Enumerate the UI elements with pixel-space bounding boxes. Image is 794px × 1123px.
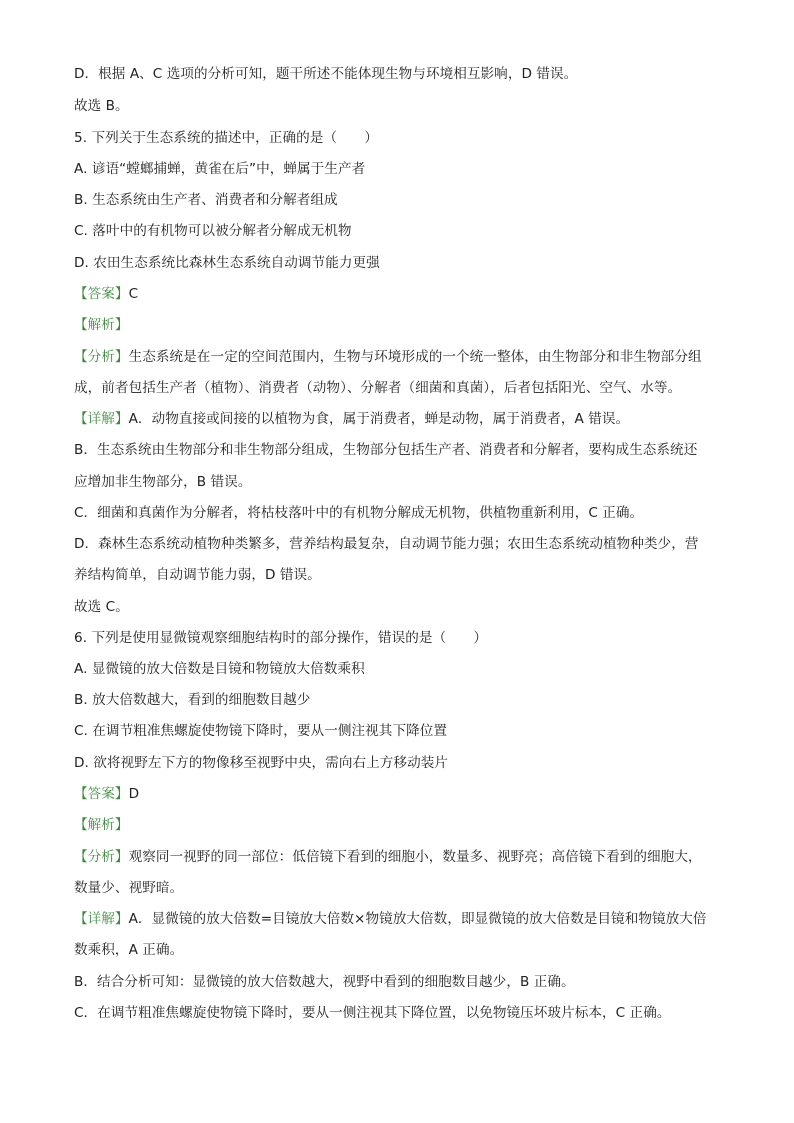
q6-option-c: C. 在调节粗准焦螺旋使物镜下降时，要从一侧注视其下降位置 <box>74 723 448 739</box>
analysis-tag: 【解析】 <box>74 817 129 833</box>
detail-tag: 【详解】 <box>74 911 129 927</box>
q5-detail-b-line-1: B．生态系统由生物部分和非生物部分组成，生物部分包括生产者、消费者和分解者，要构成生态系统还 <box>74 442 698 458</box>
q6-analysis-heading <box>74 815 724 835</box>
q5-option-a: A. 谚语“螳螂捕蝉，黄雀在后”中，蝉属于生产者 <box>74 161 366 177</box>
q5-option-b: B. 生态系统由生产者、消费者和分解者组成 <box>74 192 338 208</box>
q4-option-d-explanation: D．根据 A、C 选项的分析可知，题干所述不能体现生物与环境相互影响，D 错误。 <box>74 66 578 82</box>
analysis-tag: 【解析】 <box>74 317 129 333</box>
q6-fenxi-line-1: 【分析】观察同一视野的同一部位：低倍镜下看到的细胞小，数量多、视野亮；高倍镜下看到的细胞大， <box>74 849 702 865</box>
q5-answer: 【答案】C <box>74 286 139 302</box>
q6-option-b: B. 放大倍数越大，看到的细胞数目越少 <box>74 692 311 708</box>
q5-fenxi-line-1: 【分析】生态系统是在一定的空间范围内，生物与环境形成的一个统一整体，由生物部分和非生物部分组 <box>74 349 702 365</box>
q6-detail-a-line-2: 数乘积，A 正确。 <box>74 942 184 958</box>
q6-fenxi-line-2: 数量少、视野暗。 <box>74 880 184 896</box>
q5-detail-b-line-2: 应增加非生物部分，B 错误。 <box>74 474 252 490</box>
q4-conclusion: 故选 B。 <box>74 98 129 114</box>
q6-detail-c: C．在调节粗准焦螺旋使物镜下降时，要从一侧注视其下降位置，以免物镜压坏玻片标本，C 正确。 <box>74 1005 671 1021</box>
q6-option-a: A. 显微镜的放大倍数是目镜和物镜放大倍数乘积 <box>74 661 365 677</box>
q6-detail-b: B．结合分析可知：显微镜的放大倍数越大，视野中看到的细胞数目越少，B 正确。 <box>74 974 575 990</box>
q5-conclusion: 故选 C。 <box>74 599 129 615</box>
q6-stem: 6. 下列是使用显微镜观察细胞结构时的部分操作，错误的是（ ） <box>74 630 488 646</box>
q5-detail-c: C．细菌和真菌作为分解者，将枯枝落叶中的有机物分解成无机物，供植物重新利用，C 正确。 <box>74 505 644 521</box>
q6-answer: 【答案】D <box>74 786 140 802</box>
q5-analysis-heading <box>74 315 724 335</box>
q5-fenxi-line-2: 成，前者包括生产者（植物）、消费者（动物）、分解者（细菌和真菌），后者包括阳光、空气、水等。 <box>74 380 682 396</box>
fenxi-tag: 【分析】 <box>74 849 129 865</box>
q5-option-d: D. 农田生态系统比森林生态系统自动调节能力更强 <box>74 255 380 271</box>
q5-stem: 5. 下列关于生态系统的描述中，正确的是（ ） <box>74 130 378 146</box>
answer-tag: 【答案】 <box>74 786 129 802</box>
q6-option-d: D. 欲将视野左下方的物像移至视野中央，需向右上方移动装片 <box>74 755 448 771</box>
q5-detail-a: 【详解】A．动物直接或间接的以植物为食，属于消费者，蝉是动物，属于消费者，A 错误。 <box>74 411 630 427</box>
q5-detail-d-line-1: D．森林生态系统动植物种类繁多，营养结构最复杂，自动调节能力强；农田生态系统动植物种类少，营 <box>74 536 699 552</box>
answer-tag: 【答案】 <box>74 286 129 302</box>
q5-option-c: C. 落叶中的有机物可以被分解者分解成无机物 <box>74 223 352 239</box>
detail-tag: 【详解】 <box>74 411 129 427</box>
q5-detail-d-line-2: 养结构简单，自动调节能力弱，D 错误。 <box>74 567 321 583</box>
q6-detail-a-line-1: 【详解】A．显微镜的放大倍数=目镜放大倍数×物镜放大倍数，即显微镜的放大倍数是目镜和物镜放大倍 <box>74 911 707 927</box>
fenxi-tag: 【分析】 <box>74 349 129 365</box>
